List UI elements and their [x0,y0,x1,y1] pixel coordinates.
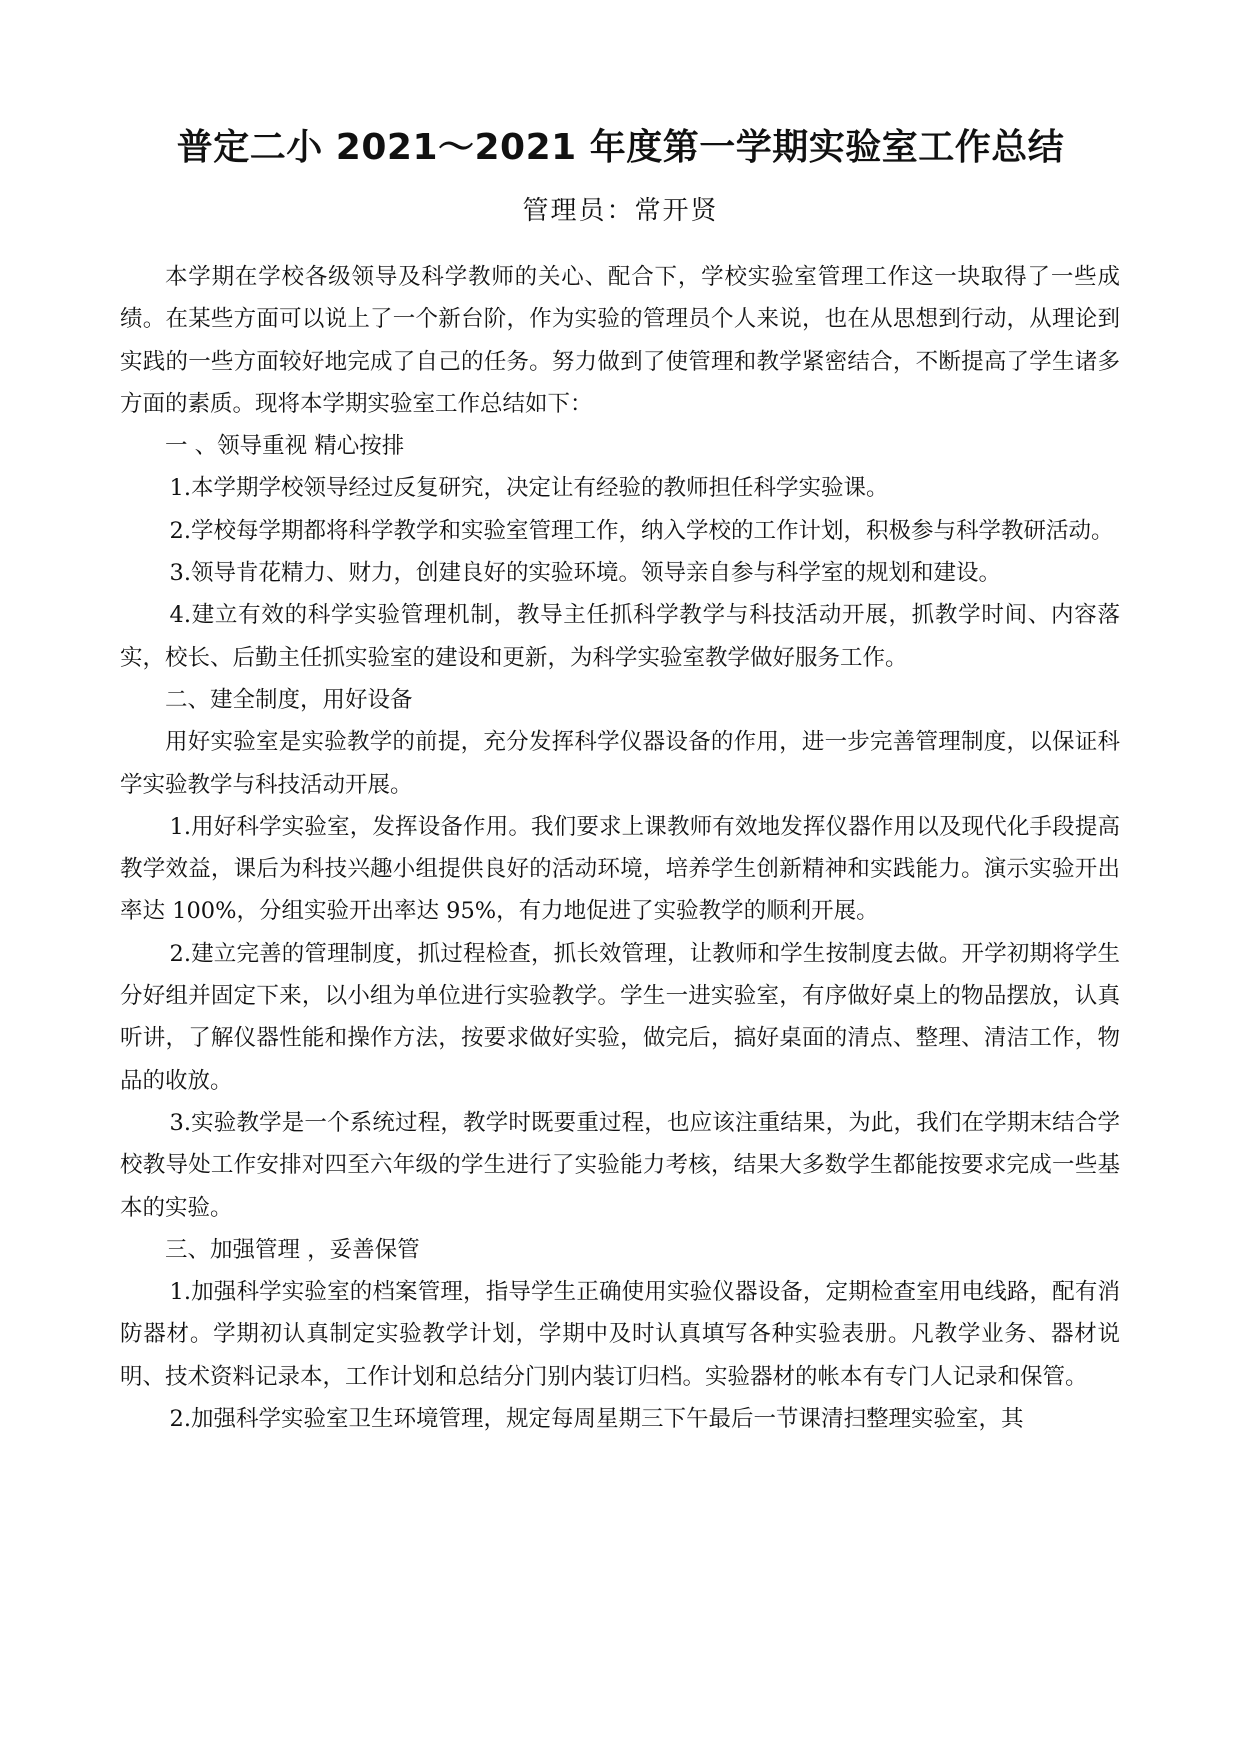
author-line: 管理员：常开贤 [522,196,719,226]
section-heading-1: 一 、领导重视 精心按排 [165,433,405,460]
document-title: 普定二小 2021～2021 年度第一学期实验室工作总结 [176,127,1065,168]
section-heading-2: 二、建全制度，用好设备 [165,686,413,713]
section-1-item-1: 1.本学期学校领导经过反复研究，决定让有经验的教师担任科学实验课。 [169,475,889,502]
intro-paragraph: 本学期在学校各级领导及科学教师的关心、配合下，学校实验室管理工作这一块取得了一些成绩。在某些方面可以说上了一个新台阶，作为实验的管理员个人来说，也在从思想到行动，从理论到实践的一些方面较好地完成了自己的任务。努力做到了使管理和教学紧密结合，不断提高了学生诸多方面的素质。现将本学期实验室工作总结如下： [120,264,1120,417]
section-3-item-1: 1.加强科学实验室的档案管理，指导学生正确使用实验仪器设备，定期检查室用电线路，配有消防器材。学期初认真制定实验教学计划，学期中及时认真填写各种实验表册。凡教学业务、器材说明、技术资料记录本，工作计划和总结分门别内装订归档。实验器材的帐本有专门人记录和保管。 [120,1279,1120,1390]
document-body [120,256,1120,1440]
section-2-item-3: 3.实验教学是一个系统过程，教学时既要重过程，也应该注重结果，为此，我们在学期末结合学校教导处工作安排对四至六年级的学生进行了实验能力考核，结果大多数学生都能按要求完成一些基本的实验。 [120,1109,1120,1221]
section-2-intro: 用好实验室是实验教学的前提，充分发挥科学仪器设备的作用，进一步完善管理制度，以保证科学实验教学与科技活动开展。 [120,729,1120,798]
section-heading-3: 三、加强管理 ，妥善保管 [165,1236,420,1263]
section-2-item-2: 2.建立完善的管理制度，抓过程检查，抓长效管理，让教师和学生按制度去做。开学初期将学生分好组并固定下来，以小组为单位进行实验教学。学生一进实验室，有序做好桌上的物品摆放，认真听讲，了解仪器性能和操作方法，按要求做好实验，做完后，搞好桌面的清点、整理、清洁工作，物品的收放。 [120,940,1120,1094]
section-2-item-1: 1.用好科学实验室，发挥设备作用。我们要求上课教师有效地发挥仪器作用以及现代化手段提高教学效益，课后为科技兴趣小组提供良好的活动环境，培养学生创新精神和实践能力。演示实验开出率达 100%，分组实验开出率达 95%，有力地促进了实验教学的顺利开展。 [120,813,1120,925]
section-1-item-2: 2.学校每学期都将科学教学和实验室管理工作，纳入学校的工作计划，积极参与科学教研活动。 [169,517,1114,544]
section-1-item-3: 3.领导肯花精力、财力，创建良好的实验环境。领导亲自参与科学室的规划和建设。 [169,560,1001,587]
section-1-item-4: 4.建立有效的科学实验管理机制，教导主任抓科学教学与科技活动开展，抓教学时间、内容落实，校长、后勤主任抓实验室的建设和更新，为科学实验室教学做好服务工作。 [120,602,1120,671]
section-3-item-2: 2.加强科学实验室卫生环境管理，规定每周星期三下午最后一节课清扫整理实验室，其 [169,1406,1024,1433]
